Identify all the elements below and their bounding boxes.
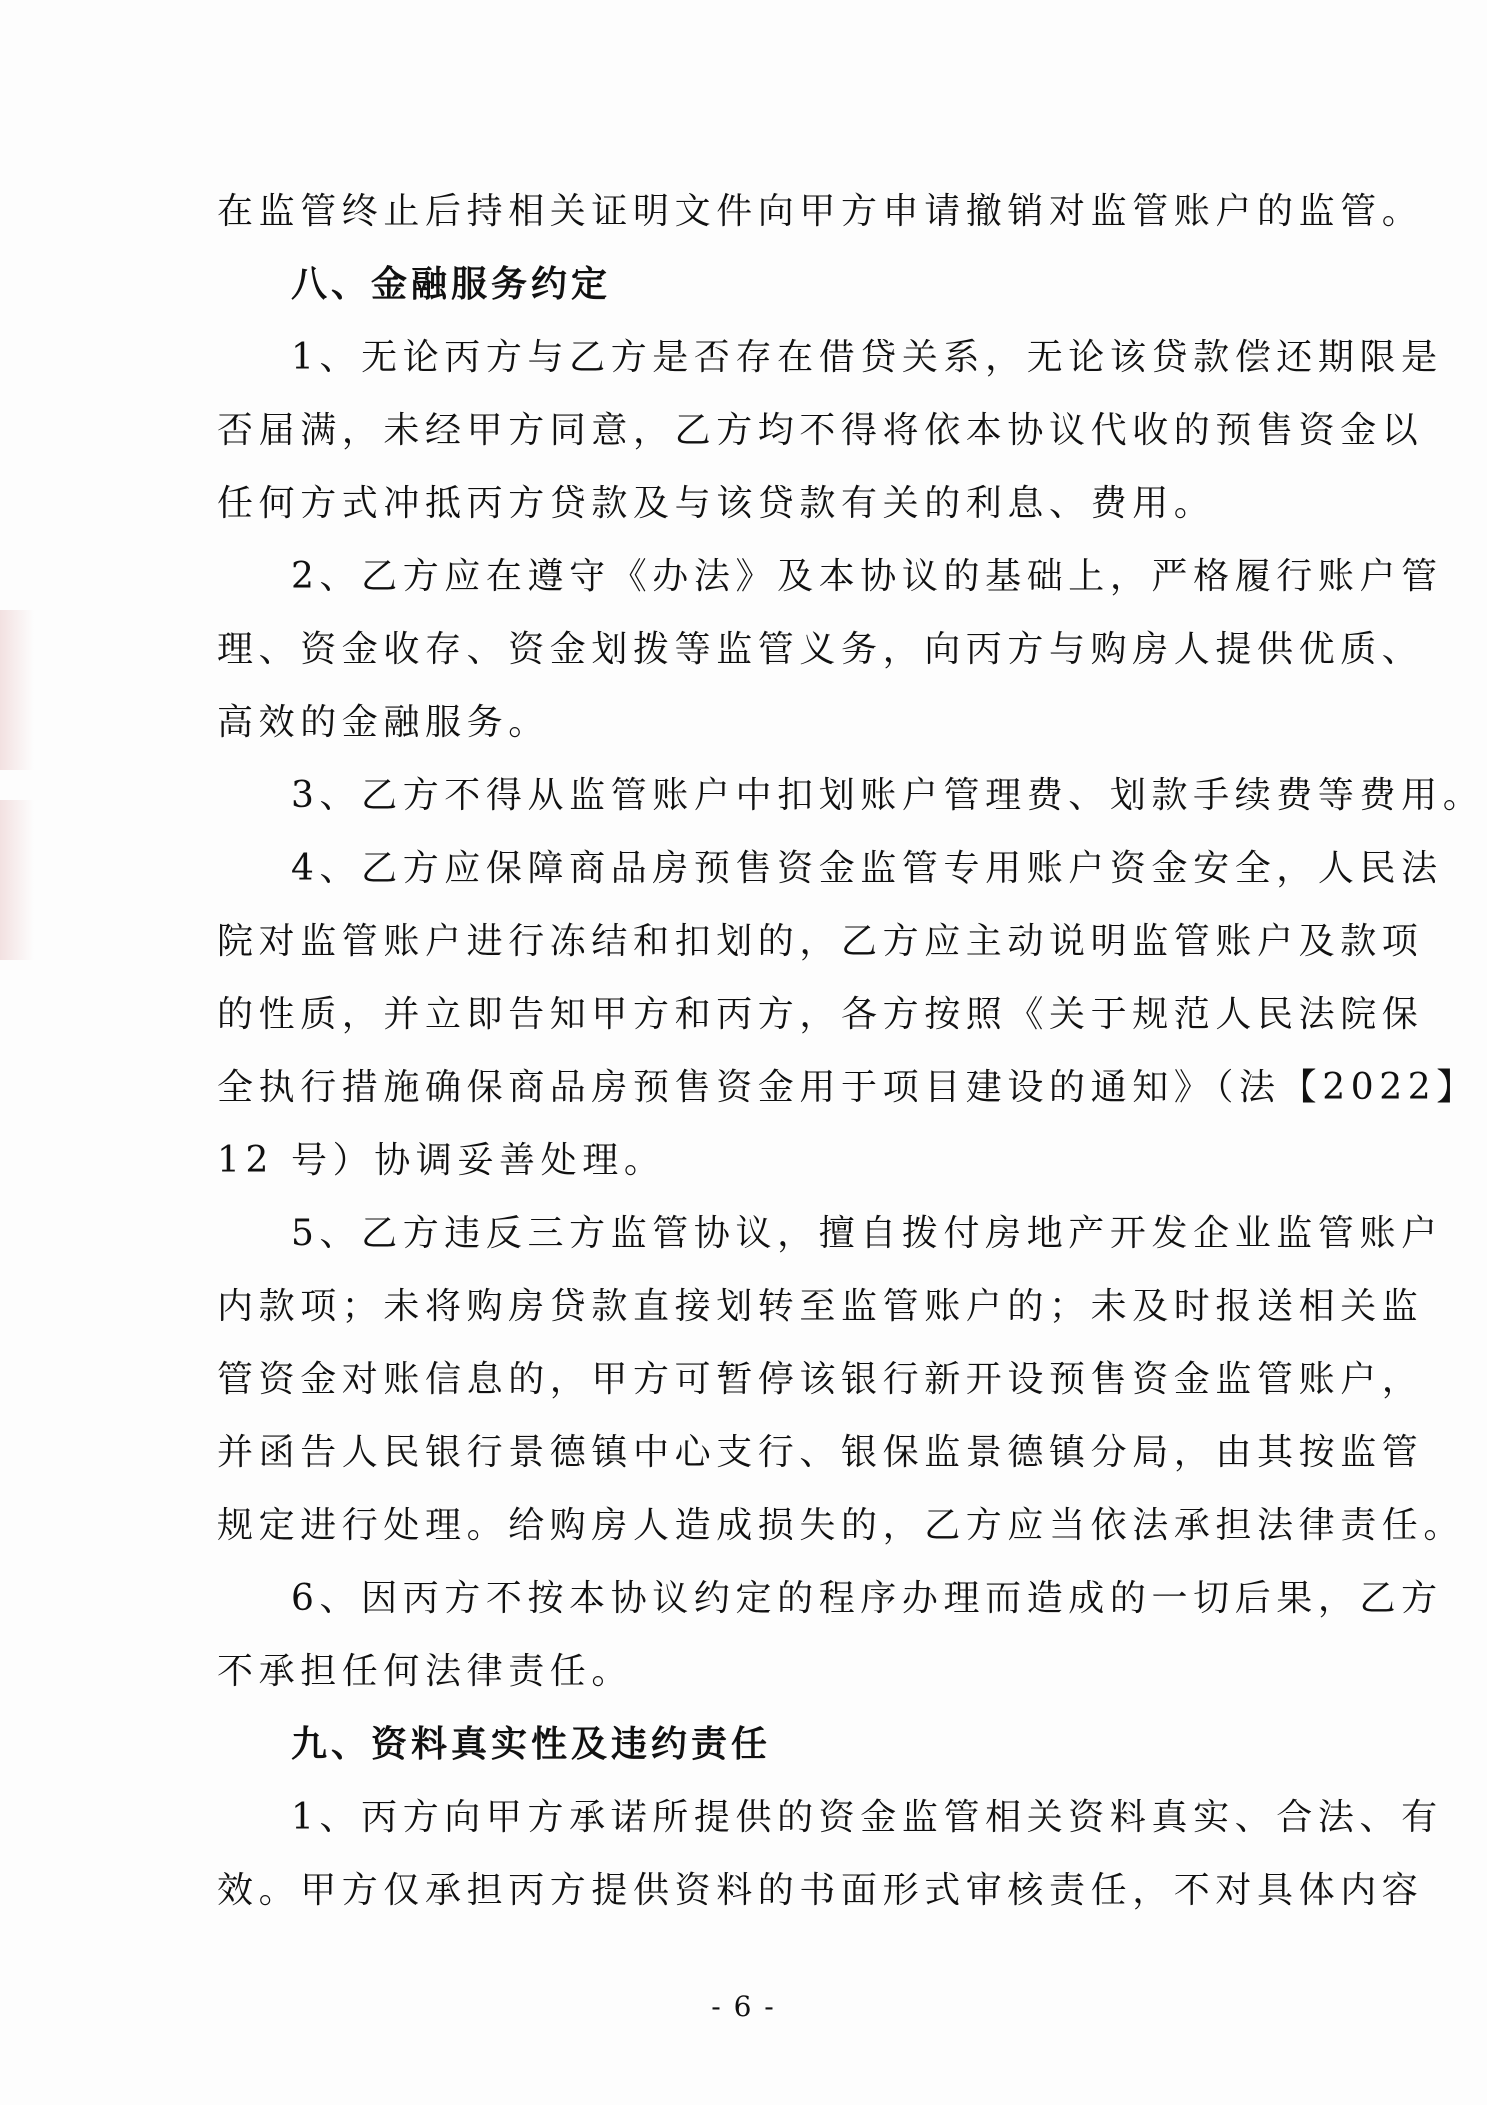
page-number: - 6 - bbox=[711, 1990, 776, 2023]
paragraph-line: 2、乙方应在遵守《办法》及本协议的基础上，严格履行账户管 bbox=[291, 556, 1443, 597]
paragraph-line: 的性质，并立即告知甲方和丙方，各方按照《关于规范人民法院保 bbox=[217, 994, 1424, 1035]
section-heading: 九、资料真实性及违约责任 bbox=[291, 1724, 772, 1765]
paragraph-line: 全执行措施确保商品房预售资金用于项目建设的通知》（法【2022】 bbox=[217, 1067, 1478, 1108]
paragraph-line: 6、因丙方不按本协议约定的程序办理而造成的一切后果，乙方 bbox=[291, 1578, 1443, 1619]
paragraph-line: 规定进行处理。给购房人造成损失的，乙方应当依法承担法律责任。 bbox=[217, 1505, 1466, 1546]
paragraph-line: 理、资金收存、资金划拨等监管义务，向丙方与购房人提供优质、 bbox=[217, 629, 1424, 670]
paragraph-line: 高效的金融服务。 bbox=[217, 702, 550, 743]
paragraph-line: 5、乙方违反三方监管协议，擅自拨付房地产开发企业监管账户 bbox=[291, 1213, 1443, 1254]
section-heading: 八、金融服务约定 bbox=[291, 264, 612, 305]
paragraph-line: 效。甲方仅承担丙方提供资料的书面形式审核责任，不对具体内容 bbox=[217, 1870, 1424, 1911]
paragraph-line: 3、乙方不得从监管账户中扣划账户管理费、划款手续费等费用。 bbox=[291, 775, 1485, 816]
paragraph-line: 否届满，未经甲方同意，乙方均不得将依本协议代收的预售资金以 bbox=[217, 410, 1424, 451]
paragraph-line: 管资金对账信息的，甲方可暂停该银行新开设预售资金监管账户， bbox=[217, 1359, 1424, 1400]
paragraph-line: 并函告人民银行景德镇中心支行、银保监景德镇分局，由其按监管 bbox=[217, 1432, 1424, 1473]
paragraph-line: 4、乙方应保障商品房预售资金监管专用账户资金安全，人民法 bbox=[291, 848, 1443, 889]
paragraph-line: 任何方式冲抵丙方贷款及与该贷款有关的利息、费用。 bbox=[217, 483, 1216, 524]
paragraph-line: 内款项；未将购房贷款直接划转至监管账户的；未及时报送相关监 bbox=[217, 1286, 1424, 1327]
paragraph-line: 院对监管账户进行冻结和扣划的，乙方应主动说明监管账户及款项 bbox=[217, 921, 1424, 962]
paragraph-line: 1、无论丙方与乙方是否存在借贷关系，无论该贷款偿还期限是 bbox=[291, 337, 1443, 378]
paragraph-line: 在监管终止后持相关证明文件向甲方申请撤销对监管账户的监管。 bbox=[217, 191, 1424, 232]
paragraph-line: 1、丙方向甲方承诺所提供的资金监管相关资料真实、合法、有 bbox=[291, 1797, 1443, 1838]
document-body bbox=[217, 175, 1485, 1927]
stamp-edge-mark bbox=[0, 800, 34, 960]
paragraph-line: 不承担任何法律责任。 bbox=[217, 1651, 634, 1692]
stamp-edge-mark bbox=[0, 610, 34, 770]
paragraph-line: 12 号）协调妥善处理。 bbox=[217, 1140, 666, 1181]
